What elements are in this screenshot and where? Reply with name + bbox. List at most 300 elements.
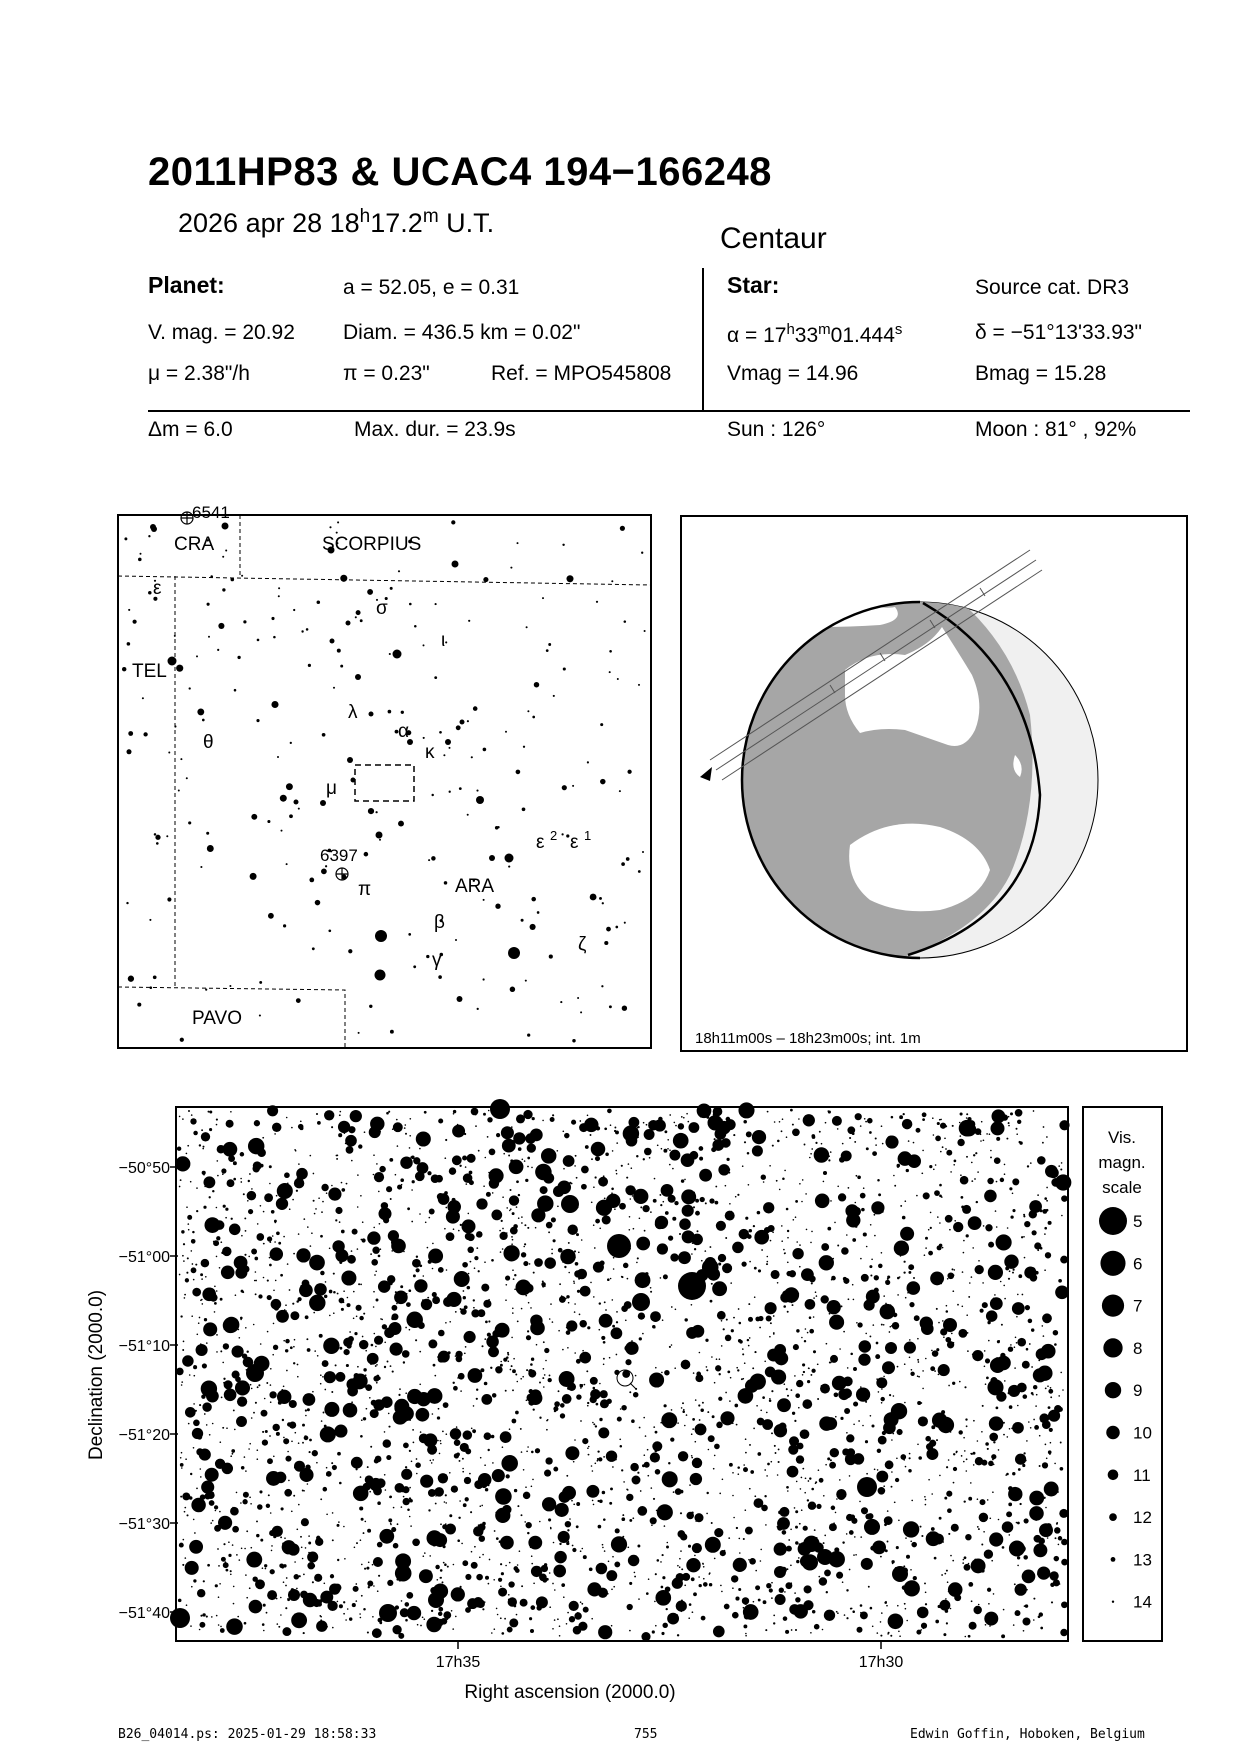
field-star: [230, 1507, 239, 1516]
field-star: [303, 1632, 305, 1634]
field-star: [748, 1317, 753, 1322]
field-star: [375, 1456, 382, 1463]
field-star: [646, 1283, 649, 1286]
field-star: [431, 1462, 433, 1464]
field-star: [445, 1494, 447, 1496]
field-star: [559, 1283, 561, 1285]
field-star: [813, 1350, 816, 1353]
field-star: [592, 1486, 594, 1488]
field-star: [710, 1300, 713, 1303]
finder-star: [133, 620, 137, 624]
planet-orbit: a = 52.05, e = 0.31: [343, 276, 520, 299]
field-star: [202, 1402, 211, 1411]
field-star: [331, 1185, 333, 1187]
field-star: [451, 1610, 453, 1612]
field-star: [794, 1507, 796, 1509]
field-star: [808, 1480, 810, 1482]
field-star: [347, 1255, 356, 1264]
field-star: [390, 1365, 392, 1367]
field-star: [580, 1286, 591, 1297]
field-star: [808, 1368, 810, 1370]
field-star: [764, 1207, 766, 1209]
finder-star: [426, 955, 429, 958]
finder-star: [414, 625, 417, 628]
field-star: [333, 1273, 335, 1275]
field-star: [479, 1557, 481, 1559]
field-star: [540, 1186, 548, 1194]
field-star: [680, 1550, 682, 1552]
field-star: [372, 1616, 374, 1618]
field-star: [478, 1524, 480, 1526]
field-star: [361, 1419, 363, 1421]
field-star: [920, 1629, 922, 1631]
field-star: [267, 1105, 278, 1116]
finder-star: [268, 913, 274, 919]
finder-star: [449, 747, 451, 749]
field-star: [764, 1469, 766, 1471]
field-star: [346, 1364, 349, 1367]
field-star: [728, 1537, 730, 1539]
field-star: [446, 1524, 455, 1533]
field-star: [377, 1590, 379, 1592]
field-star: [393, 1122, 403, 1132]
field-star: [773, 1315, 775, 1317]
field-star: [639, 1337, 642, 1340]
field-star: [429, 1571, 432, 1574]
field-star: [587, 1405, 589, 1407]
field-star: [291, 1612, 307, 1628]
field-star: [1009, 1541, 1025, 1557]
field-star: [310, 1155, 312, 1157]
field-star: [383, 1439, 391, 1447]
field-star: [232, 1453, 234, 1455]
finder-star: [243, 620, 246, 623]
field-star: [396, 1119, 398, 1121]
field-star: [925, 1591, 927, 1593]
field-star: [331, 1462, 333, 1464]
field-star: [467, 1286, 471, 1290]
field-star: [298, 1163, 300, 1165]
field-star: [408, 1289, 411, 1292]
field-star: [583, 1555, 587, 1559]
field-star: [227, 1179, 235, 1187]
field-star: [193, 1131, 198, 1136]
field-star: [175, 1156, 190, 1171]
field-star: [762, 1396, 765, 1399]
field-star: [649, 1157, 651, 1159]
field-star: [994, 1357, 1002, 1365]
field-star: [853, 1453, 864, 1464]
field-star: [203, 1146, 205, 1148]
finder-star: [624, 922, 626, 924]
greek-theta: θ: [203, 732, 214, 753]
star-right-ascension: $\alpha = 17^h33^m01.444^s$: [727, 321, 903, 347]
field-star: [815, 1142, 817, 1144]
field-star: [684, 1425, 686, 1427]
field-star: [500, 1364, 503, 1367]
field-star: [828, 1159, 830, 1161]
field-star: [935, 1164, 937, 1166]
field-star: [511, 1140, 514, 1143]
field-star: [339, 1221, 341, 1223]
field-star: [530, 1363, 533, 1366]
field-star: [671, 1306, 673, 1308]
field-star: [373, 1557, 383, 1567]
field-star: [199, 1622, 205, 1628]
field-star: [784, 1252, 786, 1254]
field-star: [534, 1258, 543, 1267]
field-star: [661, 1632, 664, 1635]
field-star: [694, 1513, 703, 1522]
field-star: [711, 1283, 713, 1285]
field-star: [535, 1227, 537, 1229]
field-star: [664, 1404, 667, 1407]
field-star: [922, 1118, 925, 1121]
field-star: [504, 1506, 506, 1508]
field-star: [553, 1467, 558, 1472]
field-star: [575, 1155, 577, 1157]
field-star: [581, 1184, 587, 1190]
field-star: [1044, 1269, 1046, 1271]
field-star: [865, 1440, 868, 1443]
field-star: [781, 1425, 786, 1430]
field-star: [765, 1524, 767, 1526]
field-star: [300, 1536, 302, 1538]
field-star: [301, 1547, 303, 1549]
field-star: [200, 1615, 202, 1617]
field-star: [629, 1229, 631, 1231]
field-star: [682, 1410, 685, 1413]
field-star: [616, 1354, 618, 1356]
field-star: [780, 1403, 782, 1405]
finder-star: [580, 1011, 582, 1013]
field-star: [745, 1509, 747, 1511]
field-star: [244, 1548, 246, 1550]
field-star: [846, 1533, 848, 1535]
field-star: [573, 1282, 575, 1284]
field-star: [445, 1523, 447, 1525]
field-star: [592, 1500, 594, 1502]
greek-gamma: γ: [432, 950, 442, 971]
field-star: [698, 1576, 700, 1578]
field-star: [595, 1156, 600, 1161]
finder-star: [364, 852, 369, 857]
field-star: [712, 1281, 727, 1296]
field-star: [830, 1459, 832, 1461]
field-star: [819, 1416, 834, 1431]
field-star: [628, 1555, 639, 1566]
field-star: [830, 1200, 832, 1202]
object-type: Centaur: [720, 222, 827, 255]
field-star: [975, 1265, 984, 1274]
field-star: [655, 1469, 661, 1475]
field-star: [818, 1469, 820, 1471]
field-star: [1019, 1493, 1021, 1495]
field-star: [885, 1477, 887, 1479]
field-star: [909, 1302, 914, 1307]
field-star: [937, 1245, 942, 1250]
field-star: [989, 1517, 991, 1519]
field-star: [449, 1472, 451, 1474]
field-star: [839, 1348, 841, 1350]
field-star: [637, 1257, 639, 1259]
field-star: [313, 1312, 315, 1314]
field-star: [232, 1371, 240, 1379]
field-star: [675, 1488, 682, 1495]
scale-label: 11: [1133, 1465, 1151, 1485]
finder-star: [619, 790, 621, 792]
field-star: [956, 1452, 958, 1454]
field-star: [866, 1147, 869, 1150]
field-star: [1003, 1609, 1005, 1611]
field-star: [804, 1144, 806, 1146]
field-star: [371, 1400, 377, 1406]
field-star: [604, 1197, 606, 1199]
field-star: [579, 1314, 581, 1316]
field-star: [203, 1322, 217, 1336]
field-star: [876, 1523, 878, 1525]
field-star: [424, 1552, 426, 1554]
field-star: [1008, 1116, 1010, 1118]
field-star: [314, 1213, 316, 1215]
field-star: [244, 1254, 246, 1256]
field-star: [423, 1618, 425, 1620]
field-star: [281, 1507, 284, 1510]
field-star: [929, 1440, 936, 1447]
field-star: [829, 1462, 836, 1469]
finder-star: [531, 897, 536, 902]
field-star: [290, 1311, 299, 1320]
field-star: [958, 1329, 967, 1338]
greek-iota: ι: [441, 630, 446, 651]
field-star: [830, 1448, 839, 1457]
field-star: [257, 1458, 259, 1460]
field-star: [471, 1428, 473, 1430]
field-star: [276, 1598, 278, 1600]
field-star: [922, 1112, 927, 1117]
field-star: [394, 1291, 408, 1305]
finder-star: [642, 851, 644, 853]
field-star: [505, 1276, 510, 1281]
field-star: [692, 1611, 694, 1613]
field-star: [480, 1457, 482, 1459]
field-star: [982, 1302, 988, 1308]
field-star: [442, 1431, 444, 1433]
field-star: [950, 1608, 952, 1610]
field-star: [406, 1592, 413, 1599]
field-star: [231, 1449, 235, 1453]
field-star: [731, 1416, 733, 1418]
field-star: [932, 1413, 947, 1428]
finder-star: [222, 588, 225, 591]
field-star: [285, 1312, 287, 1314]
field-star: [257, 1504, 263, 1510]
finder-star: [401, 711, 404, 714]
field-star: [409, 1329, 411, 1331]
field-star: [467, 1233, 475, 1241]
field-star: [777, 1282, 779, 1284]
field-star: [369, 1397, 371, 1399]
field-star: [261, 1410, 268, 1417]
field-star: [1033, 1385, 1037, 1389]
field-star: [925, 1603, 927, 1605]
field-star: [766, 1475, 768, 1477]
field-star: [1046, 1200, 1048, 1202]
field-star: [922, 1616, 924, 1618]
field-star: [513, 1358, 515, 1360]
field-star: [192, 1263, 194, 1265]
field-star: [890, 1326, 892, 1328]
field-star: [567, 1612, 569, 1614]
field-star: [285, 1183, 287, 1185]
field-star: [941, 1574, 943, 1576]
field-star: [611, 1536, 627, 1552]
field-star: [708, 1449, 710, 1451]
field-star: [989, 1416, 1004, 1431]
field-star: [998, 1519, 1000, 1521]
field-star: [994, 1294, 996, 1296]
field-star: [922, 1388, 924, 1390]
field-star: [341, 1270, 356, 1285]
field-star: [1007, 1227, 1009, 1229]
field-star: [798, 1118, 800, 1120]
field-star: [182, 1118, 184, 1120]
field-star: [606, 1631, 608, 1633]
field-star: [695, 1423, 707, 1435]
field-star: [853, 1299, 855, 1301]
field-star: [1008, 1122, 1010, 1124]
field-star: [458, 1517, 460, 1519]
scale-dot: [1105, 1382, 1121, 1398]
field-star: [732, 1587, 734, 1589]
field-star: [900, 1227, 914, 1241]
field-star: [965, 1418, 967, 1420]
field-star: [1030, 1427, 1032, 1429]
field-star: [756, 1151, 761, 1156]
finder-star: [562, 785, 567, 790]
field-star: [692, 1325, 705, 1338]
field-star: [267, 1295, 272, 1300]
field-star: [500, 1617, 502, 1619]
field-star: [667, 1139, 669, 1141]
field-star: [252, 1576, 257, 1581]
field-star: [647, 1449, 649, 1451]
field-star: [681, 1611, 683, 1613]
finder-star: [611, 580, 613, 582]
field-star: [332, 1539, 334, 1541]
field-star: [1002, 1546, 1005, 1549]
field-star: [416, 1131, 431, 1146]
field-star: [799, 1523, 801, 1525]
field-star: [613, 1586, 615, 1588]
field-star: [809, 1316, 812, 1319]
finder-star: [317, 601, 321, 605]
field-star: [370, 1253, 372, 1255]
field-star: [639, 1217, 641, 1219]
field-star: [216, 1334, 218, 1336]
finder-star: [456, 725, 461, 730]
field-star: [334, 1584, 342, 1592]
field-star: [462, 1468, 464, 1470]
field-star: [598, 1588, 608, 1598]
field-star: [743, 1538, 745, 1540]
field-star: [1039, 1612, 1043, 1616]
field-star: [700, 1197, 705, 1202]
field-star: [947, 1278, 949, 1280]
field-star: [732, 1472, 734, 1474]
field-star: [485, 1488, 488, 1491]
field-star: [1017, 1120, 1021, 1124]
field-star: [360, 1617, 362, 1619]
field-star: [892, 1322, 900, 1330]
field-star: [1017, 1405, 1019, 1407]
field-star: [1015, 1337, 1017, 1339]
field-star: [671, 1344, 673, 1346]
finder-star: [572, 785, 574, 787]
field-star: [954, 1269, 956, 1271]
field-star: [721, 1345, 723, 1347]
field-star: [988, 1620, 990, 1622]
field-star: [384, 1431, 386, 1433]
field-star: [622, 1514, 624, 1516]
field-star: [473, 1299, 475, 1301]
field-star: [526, 1369, 528, 1371]
field-star: [371, 1344, 374, 1347]
field-star: [960, 1135, 962, 1137]
field-star: [1060, 1168, 1062, 1170]
field-star: [745, 1633, 747, 1635]
field-star: [424, 1111, 427, 1114]
field-star: [396, 1578, 399, 1581]
field-star: [593, 1296, 595, 1298]
field-star: [844, 1408, 850, 1414]
field-star: [361, 1595, 363, 1597]
field-star: [661, 1412, 677, 1428]
finder-star: [290, 742, 292, 744]
field-star: [491, 1435, 495, 1439]
field-star: [1042, 1142, 1044, 1144]
field-star: [220, 1350, 222, 1352]
field-star: [513, 1278, 515, 1280]
field-star: [562, 1394, 572, 1404]
field-star: [846, 1589, 848, 1591]
field-star: [457, 1377, 459, 1379]
field-star: [273, 1323, 275, 1325]
field-star: [754, 1495, 756, 1497]
field-star: [1030, 1274, 1038, 1282]
field-star: [860, 1193, 866, 1199]
field-star: [324, 1583, 326, 1585]
field-star: [264, 1193, 273, 1202]
field-star: [795, 1597, 800, 1602]
field-star: [635, 1375, 637, 1377]
field-star: [671, 1409, 673, 1411]
field-star: [455, 1351, 462, 1358]
field-star: [373, 1227, 375, 1229]
field-star: [973, 1154, 975, 1156]
field-star: [813, 1277, 816, 1280]
field-star: [603, 1358, 605, 1360]
field-star: [749, 1558, 756, 1565]
field-star: [566, 1475, 568, 1477]
field-star: [1060, 1372, 1062, 1374]
finder-star: [627, 770, 631, 774]
field-star: [1023, 1215, 1025, 1217]
finder-star: [622, 1006, 627, 1011]
field-star: [463, 1290, 465, 1292]
field-star: [595, 1425, 597, 1427]
header-divider-vertical: [702, 268, 704, 410]
